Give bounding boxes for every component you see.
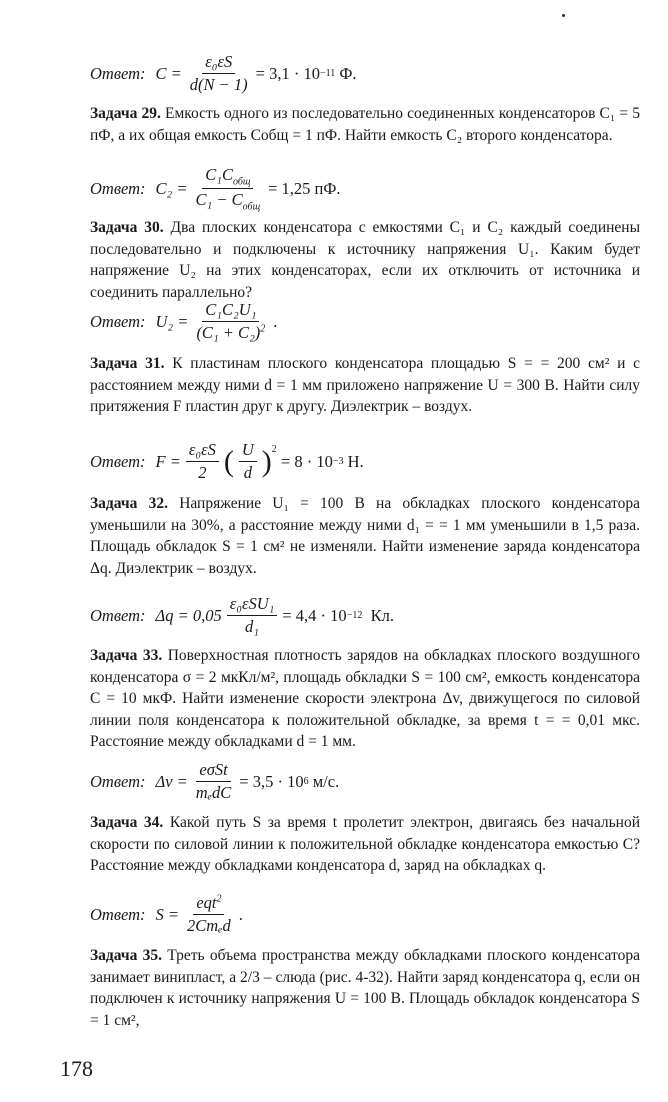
- problem-title: Задача 31.: [90, 355, 165, 372]
- fraction: [193, 760, 235, 803]
- answer-label: Ответ:: [90, 178, 146, 198]
- answer-32: [90, 594, 394, 637]
- problem-text: Напряжение U₁ = 100 В на обкладках плоского конденсатора уменьшили на 30%, а расстояние между ними d₁ = = 1 мм уменьшили в 1,5 раза. Площадь обкладок S = 1 см² не изменяли. Найти изменение заряда конденсатора Δq. Диэлектрик – воздух.: [90, 495, 640, 577]
- subscript: общ: [242, 201, 261, 213]
- answer-value: = 8 · 10: [280, 451, 333, 471]
- answer-label: Ответ:: [90, 771, 146, 791]
- problem-32: [90, 493, 640, 579]
- exponent: 6: [303, 776, 309, 787]
- denominator: d(N − 1): [189, 75, 248, 94]
- unit: Ф.: [339, 63, 357, 83]
- fraction: [187, 52, 251, 95]
- fraction: [193, 300, 268, 343]
- problem-31: [90, 353, 640, 418]
- problem-35: [90, 945, 640, 1031]
- answer-label: Ответ:: [90, 605, 146, 625]
- answer-lhs: U₂ =: [155, 311, 189, 331]
- answer-label: Ответ:: [90, 904, 146, 924]
- answer-28: [90, 52, 357, 95]
- subscript: общ: [232, 176, 251, 188]
- problem-title: Задача 30.: [90, 219, 164, 236]
- unit: Кл.: [370, 605, 394, 625]
- exponent: −3: [332, 456, 344, 467]
- denominator-main: C₁ − C: [195, 190, 243, 210]
- problem-text: Треть объема пространства между обкладками плоского конденсатора занимает винипласт, а 2/3 – слюда (рис. 4-32). Найти заряд конденсатора q, если он подключен к источнику напряжения U = 100 В. Площадь обкладок конденсатора S = 1 см²,: [90, 947, 640, 1029]
- numerator: eσSt: [196, 760, 230, 782]
- answer-lhs: F =: [155, 451, 181, 471]
- answer-lhs: C₂ =: [155, 178, 188, 198]
- numerator: C₁C₂U₁: [202, 300, 259, 322]
- problem-text: Поверхностная плотность зарядов на обкладках плоского воздушного конденсатора σ = 2 мкКл/м², площадь обкладки S = 100 см², емкость конденсатора C = 10 мкФ. Найти изменение скорости электрона Δv, движущегося по силовой линии поля конденсатора к положительной обкладке, за время t = = 0,01 мкс. Расстояние между обкладками d = 1 мм.: [90, 647, 641, 750]
- exponent: −11: [319, 68, 336, 79]
- problem-29: [90, 103, 640, 146]
- problem-title: Задача 29.: [90, 105, 161, 122]
- problem-title: Задача 35.: [90, 947, 163, 964]
- exponent: 2: [260, 323, 266, 335]
- stray-mark: [562, 14, 565, 17]
- exponent: 2: [271, 444, 277, 455]
- exponent: −12: [346, 610, 363, 621]
- answer-30: [90, 300, 277, 343]
- numerator: ε₀εS: [202, 52, 235, 74]
- answer-lhs: C =: [155, 63, 182, 83]
- answer-33: [90, 760, 339, 803]
- denominator: [193, 189, 264, 212]
- denominator: d: [243, 463, 252, 482]
- fraction: [239, 440, 257, 483]
- answer-lhs: Δq = 0,05: [155, 605, 222, 625]
- problem-title: Задача 33.: [90, 647, 163, 664]
- answer-34: [90, 893, 243, 936]
- fraction: [186, 440, 219, 483]
- answer-value: .: [273, 311, 278, 331]
- right-paren: ): [261, 444, 272, 478]
- problem-text: Емкость одного из последовательно соединенных конденсаторов C₁ = 5 пФ, а их общая емкость Cобщ = 1 пФ. Найти емкость C₂ второго конденсатора.: [90, 105, 641, 144]
- answer-value: = 3,5 · 10: [239, 771, 304, 791]
- denominator: 2Cmₑd: [187, 916, 231, 935]
- answer-29: [90, 165, 341, 213]
- answer-label: Ответ:: [90, 451, 146, 471]
- denominator: d₁: [245, 617, 260, 636]
- problem-title: Задача 32.: [90, 495, 168, 512]
- answer-label: Ответ:: [90, 311, 146, 331]
- denominator: [193, 322, 268, 343]
- fraction: [193, 165, 264, 213]
- denominator-main: (C₁ + C₂): [196, 323, 261, 342]
- problem-33: [90, 645, 640, 753]
- numerator-main: eqt: [196, 893, 217, 912]
- numerator: ε₀εS: [186, 440, 219, 462]
- answer-31: [90, 440, 364, 483]
- answer-value: = 4,4 · 10: [282, 605, 347, 625]
- page-number: 178: [60, 1056, 93, 1081]
- denominator: mₑdC: [195, 783, 232, 802]
- answer-value: = 1,25 пФ.: [268, 178, 341, 198]
- unit: м/с.: [312, 771, 340, 791]
- exponent: 2: [216, 893, 222, 905]
- numerator: [202, 165, 253, 189]
- answer-lhs: Δv =: [155, 771, 188, 791]
- problem-text: Два плоских конденсатора с емкостями C₁ и C₂ каждый соединены последовательно и подключены к источнику напряжения U₁. Каким будет напряжение U₂ на этих конденсаторах, если их отключить от источника и соединить параллельно?: [90, 219, 640, 301]
- numerator: U: [239, 440, 257, 462]
- problem-text: Какой путь S за время t пролетит электрон, двигаясь без начальной скорости по силовой линии к положительной обкладке конденсатора емкостью C? Расстояние между обкладками конденсатора d, заряд на обкладках q.: [90, 814, 640, 874]
- denominator: 2: [198, 463, 207, 482]
- problem-30: [90, 217, 640, 303]
- numerator: [193, 893, 224, 915]
- problem-text: К пластинам плоского конденсатора площадью S = = 200 см² и с расстоянием между ними d = 1 мм приложено напряжение U = 300 В. Найти силу притяжения F пластин друг к другу. Диэлектрик – воздух.: [90, 355, 640, 415]
- answer-label: Ответ:: [90, 63, 146, 83]
- problem-34: [90, 812, 640, 877]
- problem-title: Задача 34.: [90, 814, 164, 831]
- unit: Н.: [347, 451, 364, 471]
- fraction: [184, 893, 234, 936]
- answer-value: = 3,1 · 10: [255, 63, 320, 83]
- numerator-main: C₁C: [205, 165, 233, 184]
- answer-value: .: [238, 904, 243, 924]
- numerator: ε₀εSU₁: [227, 594, 278, 616]
- left-paren: (: [223, 444, 234, 478]
- fraction: [227, 594, 278, 637]
- answer-lhs: S =: [155, 904, 180, 924]
